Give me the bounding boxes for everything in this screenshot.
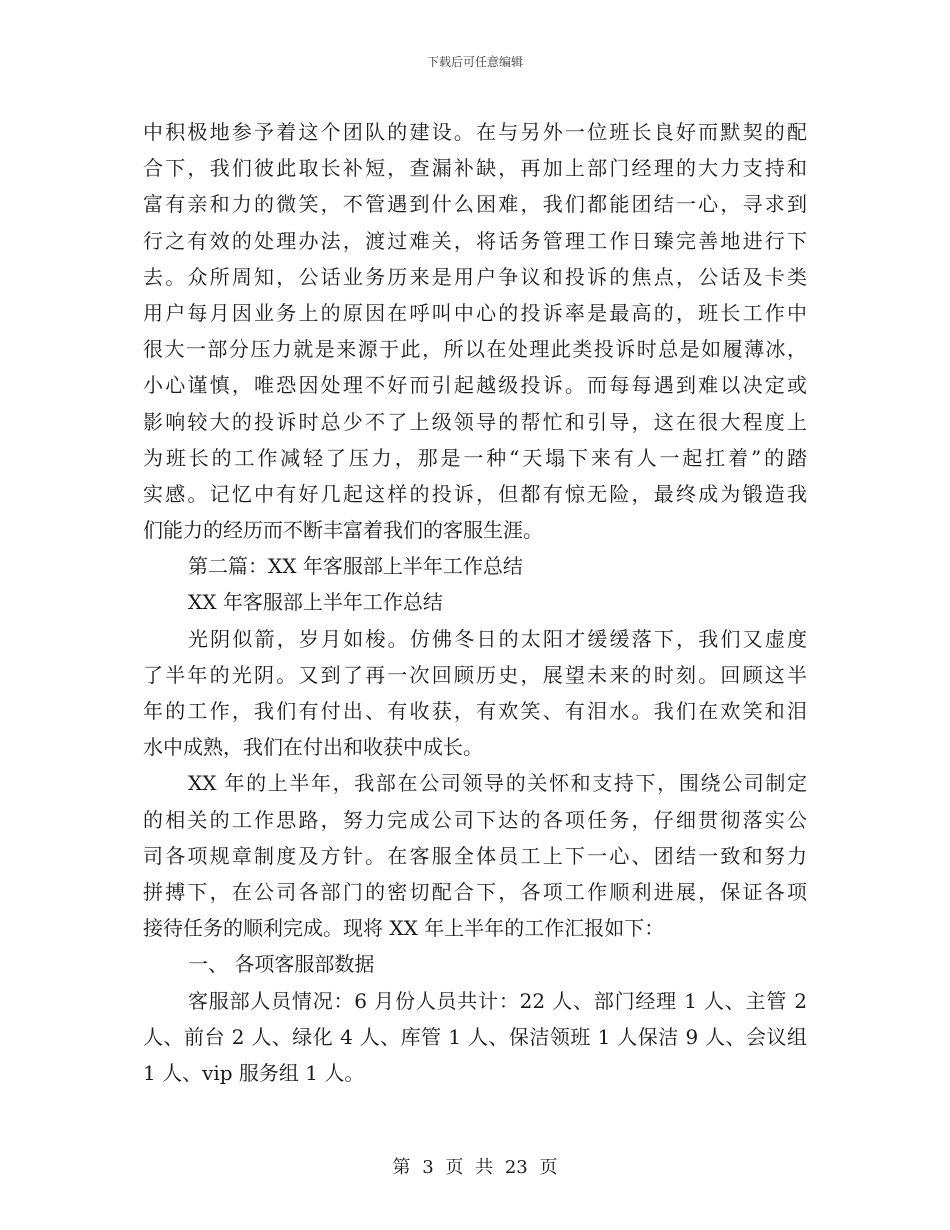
body-line: 很大一部分压力就是来源于此，所以在处理此类投诉时总是如履薄冰，	[143, 337, 807, 362]
body-line: 中积极地参予着这个团队的建设。在与另外一位班长良好而默契的配	[143, 120, 807, 144]
body-line: 客服部人员情况：6 月份人员共计：22 人、部门经理 1 人、主管 2	[188, 988, 807, 1013]
body-line: 为班长的工作减轻了压力，那是一种“天塌下来有人一起扛着”的踏	[143, 445, 807, 470]
body-line: 光阴似箭，岁月如梭。仿佛冬日的太阳才缓缓落下，我们又虚度	[188, 626, 807, 651]
document-body	[143, 114, 807, 1091]
section-heading: 第二篇：XX 年客服部上半年工作总结	[188, 554, 523, 579]
body-line: 了半年的光阴。又到了再一次回顾历史，展望未来的时刻。回顾这半	[143, 662, 807, 687]
body-line: 小心谨慎，唯恐因处理不好而引起越级投诉。而每每遇到难以决定或	[143, 373, 807, 398]
body-line: 们能力的经历而不断丰富着我们的客服生涯。	[143, 518, 543, 543]
subsection-heading: 一、 各项客服部数据	[188, 952, 375, 977]
body-line: 合下，我们彼此取长补短，查漏补缺，再加上部门经理的大力支持和	[143, 156, 807, 181]
body-line: 1 人、vip 服务组 1 人。	[143, 1060, 365, 1085]
body-line: 人、前台 2 人、绿化 4 人、库管 1 人、保洁领班 1 人保洁 9 人、会议组	[143, 1024, 807, 1049]
body-line: XX 年的上半年，我部在公司领导的关怀和支持下，围绕公司制定	[188, 771, 807, 796]
body-line: 去。众所周知，公话业务历来是用户争议和投诉的焦点，公话及卡类	[143, 264, 807, 289]
document-title: XX 年客服部上半年工作总结	[188, 590, 443, 615]
body-line: 富有亲和力的微笑，不管遇到什么困难，我们都能团结一心，寻求到	[143, 192, 807, 217]
body-line: 接待任务的顺利完成。现将 XX 年上半年的工作汇报如下：	[143, 916, 665, 941]
body-line: 影响较大的投诉时总少不了上级领导的帮忙和引导，这在很大程度上	[143, 409, 807, 434]
body-line: 司各项规章制度及方针。在客服全体员工上下一心、团结一致和努力	[143, 843, 807, 868]
body-line: 用户每月因业务上的原因在呼叫中心的投诉率是最高的，班长工作中	[143, 300, 807, 325]
page-footer: 第 3 页 共 23 页	[392, 1157, 558, 1178]
body-line: 水中成熟，我们在付出和收获中成长。	[143, 735, 483, 760]
body-line: 的相关的工作思路，努力完成公司下达的各项任务，仔细贯彻落实公	[143, 807, 807, 832]
body-line: 行之有效的处理办法，渡过难关，将话务管理工作日臻完善地进行下	[143, 228, 807, 253]
body-line: 年的工作，我们有付出、有收获，有欢笑、有泪水。我们在欢笑和泪	[143, 699, 807, 723]
body-line: 实感。记忆中有好几起这样的投诉，但都有惊无险，最终成为锻造我	[143, 481, 807, 506]
page-header: 下载后可任意编辑	[426, 55, 523, 69]
body-line: 拼搏下，在公司各部门的密切配合下，各项工作顺利进展，保证各项	[143, 879, 807, 904]
